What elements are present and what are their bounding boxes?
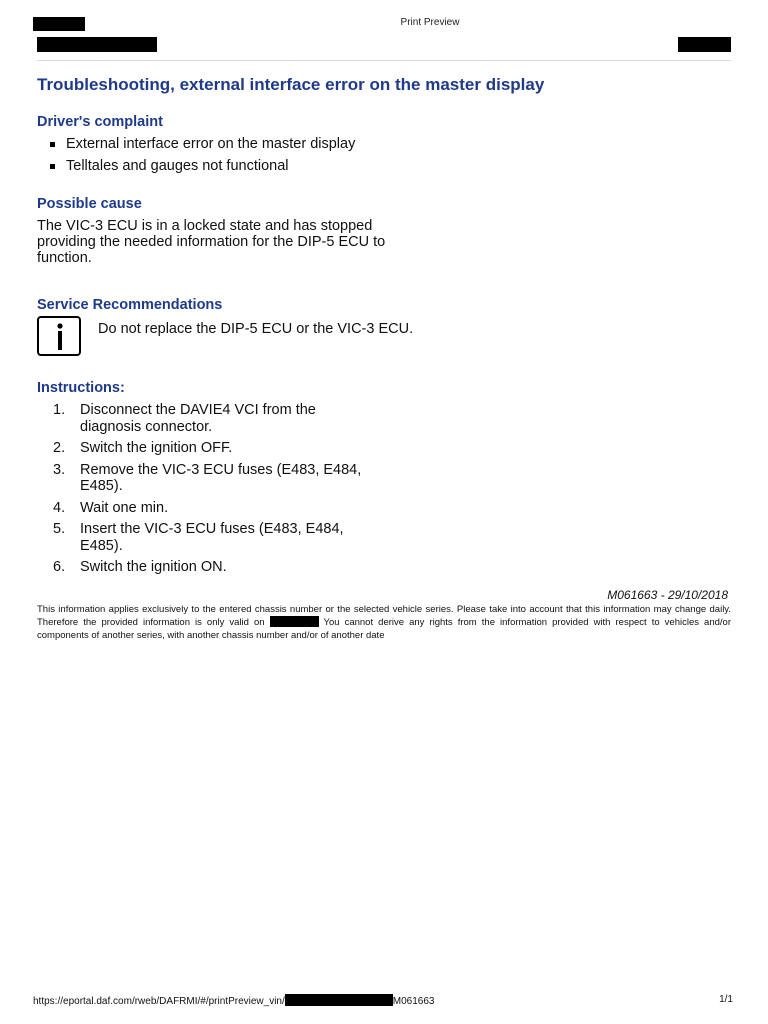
complaint-heading: Driver's complaint [37,114,163,130]
list-item: 2. Switch the ignition OFF. [53,440,233,456]
service-heading: Service Recommendations [37,297,223,313]
header-divider [37,60,731,61]
instructions-heading: Instructions: [37,380,125,396]
bullet-square-icon [50,142,55,147]
list-item: 6. Switch the ignition ON. [53,559,227,575]
list-item: 4. Wait one min. [53,499,169,516]
cause-heading: Possible cause [37,196,142,212]
redacted-block-header-left [37,37,157,52]
bullet-square-icon [50,164,55,169]
document-title: Troubleshooting, external interface error on the master display [37,75,545,94]
document-reference: M061663 - 29/10/2018 [607,588,728,602]
redacted-block-header-right [678,37,731,52]
info-icon [37,316,81,356]
page-number: 1/1 [719,994,733,1005]
list-item: External interface error on the master display [50,136,355,158]
complaint-list [50,136,355,180]
list-item: 5. Insert the VIC-3 ECU fuses (E483, E484, E485). [53,521,344,554]
list-item: 3. Remove the VIC-3 ECU fuses (E483, E484, E485). [53,461,362,494]
list-item: 1. Disconnect the DAVIE4 VCI from the diagnosis connector. [53,402,316,435]
redacted-vin [285,994,393,1006]
list-item: Telltales and gauges not functional [50,158,355,180]
footer-url: https://eportal.daf.com/rweb/DAFRMI/#/printPreview_vin/ M061663 [33,996,435,1007]
print-preview-title: Print Preview [400,17,460,28]
service-note: Do not replace the DIP-5 ECU or the VIC-3 ECU. [98,321,414,337]
instructions-list [53,402,370,581]
cause-text: The VIC-3 ECU is in a locked state and has stopped providing the needed information for the DIP-5 ECU to function. [37,218,386,266]
redacted-date [270,616,319,627]
disclaimer-text: This information applies exclusively to the entered chassis number or the selected vehicle series. Please take into account that this information may change daily. Therefore the provided information is only valid on You cannot derive any rights from the information provided with respect to vehicles and/or components of another series, with another chassis number and/or of another date [37,604,731,641]
